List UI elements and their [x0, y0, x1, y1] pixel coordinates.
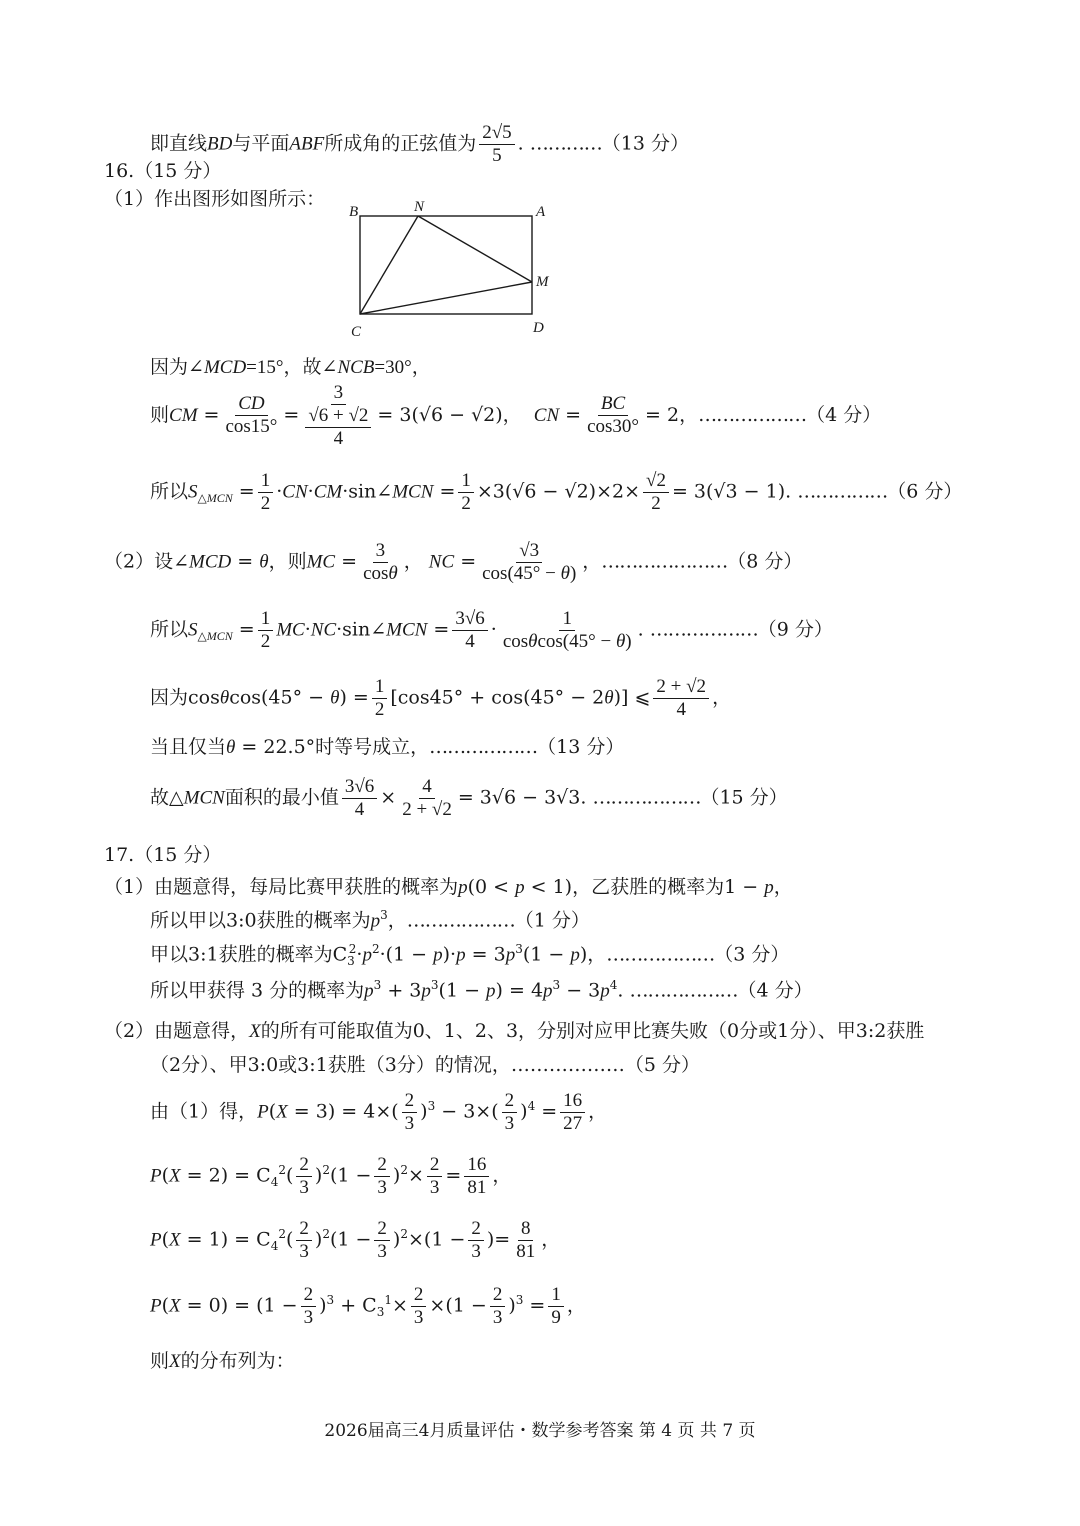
q17-part1-line2: 所以甲以3:0获胜的概率为$p^3$，………………（1 分） [150, 908, 590, 932]
q16-header: 16.（15 分） [104, 160, 222, 182]
q17-px1: $P(X = 1) = C_4^2$( $\frac{2}{3}$ )$^2$(1 − $\frac{2}{3}$ )$^2$×(1 − $\frac{2}{3}$ )= $\frac{8}{81}$ ， [150, 1218, 561, 1262]
q17-distribution-label: 则X的分布列为： [150, 1350, 295, 1372]
q16-part1-intro: （1）作出图形如图所示： [104, 188, 326, 210]
q17-px0: P(X = 0) = (1 − $\frac{2}{3}$ )$^3 + C_3^1\times$ $\frac{2}{3}$ ×(1 − $\frac{2}{3}$ )$^3$ = $\frac{1}{9}$ ， [150, 1284, 586, 1328]
q17-px3: 由（1）得，P(X = 3) = 4×( $\frac{2}{3}$ )$^3$ − 3×( $\frac{2}{3}$ )$^4$ = $\frac{16}{27}$ ， [150, 1090, 608, 1134]
label-B: B [349, 204, 359, 220]
q16-line-area1: 所以$S_{\triangle MCN}$ = $\frac{1}{2}$ ·CN·CM·sin∠MCN = $\frac{1}{2}$ ×3(√6 − √2)×2× $\frac{√2}{2}$ = 3(√3 − 1). ……………（6 分） [150, 470, 963, 514]
q17-part2-line2: （2分）、甲3:0或3:1获胜（3分）的情况，………………（5 分） [150, 1054, 700, 1076]
label-D: D [533, 320, 544, 336]
page-footer: 2026届高三4月质量评估・数学参考答案 第 4 页 共 7 页 [324, 1421, 756, 1441]
line-sine-value: 即直线BD与平面ABF所成角的正弦值为 $\frac{2√5}{5}$ . …………（13 分） [150, 122, 689, 166]
q16-part2-setup: （2）设∠MCD = θ，则MC = $\frac{3}{\cos\theta}$ ， NC = $\frac{√3}{\cos(45^\circ - \theta)}$ ，…………………（8 分） [104, 540, 803, 584]
q17-px2: $P(X = 2) = C_4^2$( $\frac{2}{3}$ )$^2$(1 − $\frac{2}{3}$ )$^2$× $\frac{2}{3}$ = $\frac{16}{81}$ ， [150, 1154, 512, 1198]
q16-line-min: 故△MCN面积的最小值 $\frac{3√6}{4}$ × $\frac{4}{2 + √2}$ = 3√6 − 3√3. ………………（15 分） [150, 776, 788, 820]
label-C: C [351, 324, 362, 340]
q17-header: 17.（15 分） [104, 844, 222, 866]
q16-line-area2: 所以$S_{\triangle MCN}$ = $\frac{1}{2}$ MC·NC·sin∠MCN = $\frac{3√6}{4}$ · $\frac{1}{\cos\theta\cos(45^\circ - \theta)}$ . ………………（9 分） [150, 608, 833, 652]
q16-line-equality: 当且仅当θ = 22.5°时等号成立，………………（13 分） [150, 736, 625, 758]
label-A: A [536, 204, 546, 220]
label-N: N [414, 199, 425, 215]
q16-line-cm-cn: 则CM = $\frac{CD}{\cos 15^\circ}$ = 3 √6 + √2 4 = 3(√6 − √2)， CN = $\frac{BC}{\cos 30^\circ}$ = 2，………………（4 分） [150, 382, 882, 449]
label-M: M [536, 274, 549, 290]
q17-part1-line1: （1）由题意得，每局比赛甲获胜的概率为p(0 < p < 1)，乙获胜的概率为1 − p， [104, 876, 793, 898]
q16-line-angles: 因为∠MCD=15°，故∠NCB=30°， [150, 356, 431, 378]
q17-part1-line4: 所以甲获得 3 分的概率为$p^3 + 3p^3(1 - p) = 4p^3 - 3p^4$. ………………（4 分） [150, 978, 813, 1002]
rectangle-figure [340, 198, 570, 348]
q17-part1-line3: 甲以3:1获胜的概率为$C_3^2\cdot p^2\cdot(1 - p)\cdot p = 3p^3(1 - p)$，………………（3 分） [150, 942, 790, 969]
q16-line-inequality: 因为cosθcos(45° − θ) = $\frac{1}{2}$ [cos45° + cos(45° − 2θ)] ⩽ $\frac{2 + √2}{4}$ ， [150, 676, 732, 720]
q17-part2-line1: （2）由题意得，X的所有可能取值为0、1、2、3，分别对应甲比赛失败（0分或1分）、甲3:2获胜 [104, 1020, 925, 1042]
